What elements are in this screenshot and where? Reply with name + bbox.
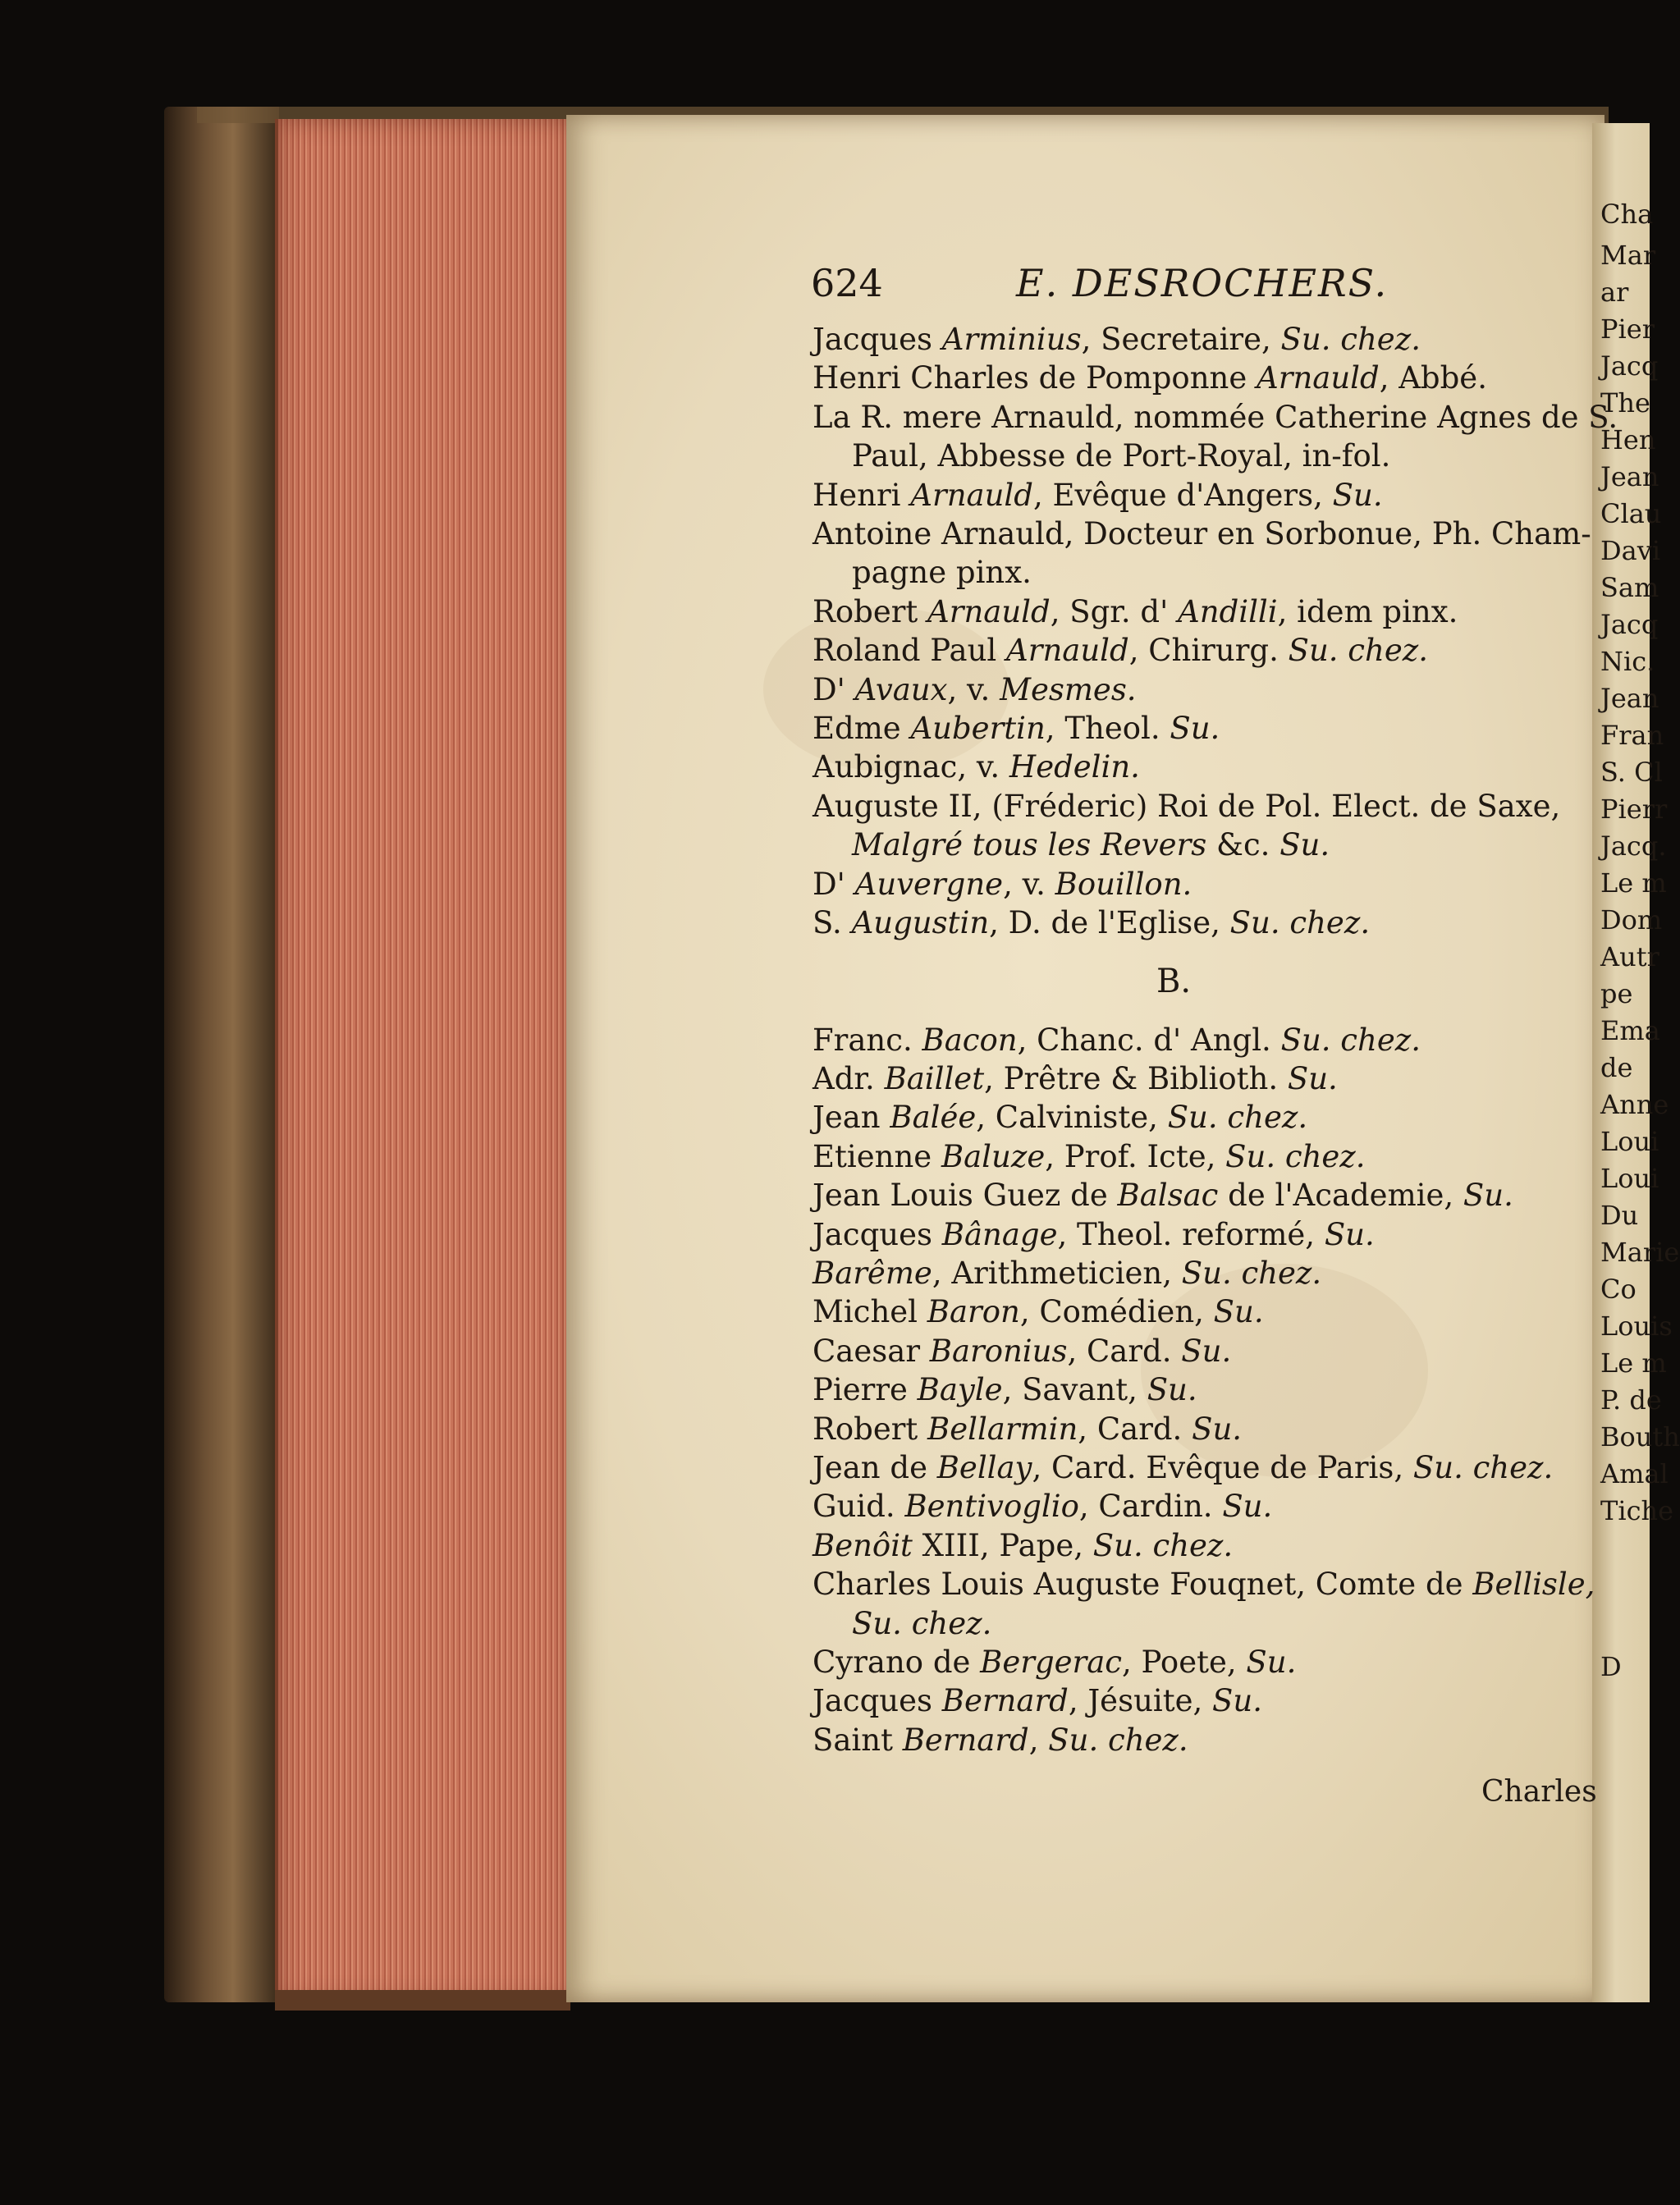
entry-name-italic: Su. chez. [1280,322,1421,357]
entry-text: Etienne [813,1138,941,1174]
entry-text: Edme [813,711,911,747]
catalogue-entry [813,1487,1568,1526]
next-page-text-fragment: Le m [1600,1347,1667,1379]
entry-text: , Card. [1078,1411,1192,1447]
entry-text: , Savant, [1002,1372,1147,1408]
entry-name-italic: Su. [1212,1683,1262,1719]
entry-text: pagne pinx. [852,555,1032,591]
entry-text: Jean de [813,1449,937,1485]
entry-text: , Poete, [1122,1645,1247,1680]
entry-name-italic: Barême [813,1255,932,1291]
next-page-text-fragment: Jacq. [1600,830,1667,862]
entry-text: Michel [813,1294,927,1330]
entry-text: Jacques [813,1683,942,1719]
section-letter: B. [1156,962,1192,1000]
entry-name-italic: Bergerac [980,1645,1122,1680]
entry-name-italic: Arnauld [927,593,1051,629]
next-page-text-fragment: Dom [1600,904,1663,936]
entry-name-italic: Su. [1332,477,1383,513]
entry-name-italic: Su. [1147,1372,1197,1408]
catalogue-entry [813,1721,1568,1759]
entry-name-italic: Mesmes. [1000,671,1137,707]
entry-name-italic: Balsac [1117,1178,1219,1214]
entry-text: , Chirurg. [1128,633,1289,669]
entry-name-italic: Su. chez. [1280,1022,1421,1058]
entry-text: , Theol. reformé, [1057,1216,1325,1252]
entry-text: XIII, Pape, [912,1527,1093,1563]
entry-text: Jean [813,1100,890,1136]
entry-text: D' [813,671,855,707]
entry-text: Antoine Arnauld, Docteur en Sorbonue, Ph. Cham- [813,516,1591,552]
next-page-text-fragment: Loui [1600,1163,1659,1194]
entry-text: , idem pinx. [1277,593,1458,629]
entry-text: Cyrano de [813,1645,981,1680]
next-page-text-fragment: Loui [1600,1126,1659,1157]
next-page-text-fragment: de [1600,1052,1633,1083]
entry-text: , Evêque d'Angers, [1032,477,1333,513]
entry-text: Robert [813,1411,928,1447]
next-page-text-fragment: Le m [1600,867,1667,899]
catalogue-entry [813,904,1568,942]
entry-text: Jean Louis Guez de [813,1178,1118,1214]
entry-name-italic: Arnauld [1006,633,1129,669]
entry-text: Caesar [813,1333,930,1369]
catalogue-entry [813,592,1568,631]
next-page-text-fragment: ar [1600,277,1629,308]
page-edges [275,119,574,2002]
entry-name-italic: Bellarmin [927,1411,1078,1447]
entry-name-italic: Auvergne [854,866,1004,902]
next-page-text-fragment: Tiche [1600,1495,1674,1526]
entry-text: , v. [1003,866,1055,902]
entry-text: D' [813,866,855,902]
entry-name-italic: Bacon [922,1022,1018,1058]
catalogue-entry [813,826,1568,864]
entry-text: Henri Charles de Pomponne [813,360,1257,396]
catchword: Charles [1481,1775,1597,1809]
entry-name-italic: Su. [1246,1645,1297,1680]
entry-text: , Prêtre & Biblioth. [984,1060,1288,1096]
entry-name-italic: Baluze [941,1138,1046,1174]
catalogue-entry [813,670,1568,709]
entry-text: , Arithmeticien, [932,1255,1182,1291]
next-page-text-fragment: Hen [1600,424,1656,455]
entry-text: , Prof. Icte, [1045,1138,1226,1174]
catalogue-entry [813,787,1568,826]
catalogue-entry [813,1215,1568,1254]
entry-name-italic: Su. chez. [1181,1255,1322,1291]
next-page-text-fragment: Amal [1600,1458,1669,1489]
entry-text: Jacques [813,1216,942,1252]
entry-name-italic: Su. [1279,827,1330,863]
entry-name-italic: Bernard [902,1722,1029,1758]
catalogue-entry [813,1681,1568,1720]
entry-name-italic: Su. chez. [1167,1100,1308,1136]
catalogue-entry [813,437,1568,475]
next-page-text-fragment: Pierr [1600,794,1668,825]
catalogue-entry [813,1370,1568,1409]
entry-name-italic: Arnauld [1257,360,1380,396]
next-page-text-fragment: Louis [1600,1311,1673,1342]
next-page-text-fragment: Cha [1600,199,1654,230]
catalogue-entry [813,1176,1568,1215]
catalogue-entry [813,631,1568,670]
entry-text: Robert [813,593,928,629]
next-page-text-fragment: Marie [1600,1237,1680,1268]
entry-text: , Secretaire, [1081,322,1281,357]
entry-text: Pierre [813,1372,918,1408]
entry-name-italic: Baronius [929,1333,1068,1369]
next-page-text-fragment: Nic. [1600,646,1655,677]
next-page-text-fragment: Anne [1600,1089,1669,1120]
entry-name-italic: Bellay [936,1449,1032,1485]
entry-text: Jacques [813,322,942,357]
catalogue-entry [813,1643,1568,1681]
running-header [811,261,1402,310]
entry-name-italic: Su. chez. [1048,1722,1188,1758]
entry-name-italic: Aubertin [910,711,1046,747]
entry-name-italic: Bânage [941,1216,1058,1252]
catalogue-entry [813,1410,1568,1448]
entry-text: Charles Louis Auguste Fouqnet, Comte de [813,1567,1473,1603]
next-page-text-fragment: Jacq [1600,350,1659,382]
next-page-text-fragment: Co [1600,1274,1637,1305]
entry-name-italic: Bentivoglio [904,1489,1079,1525]
catalogue-entry [813,748,1568,786]
entry-text: , Calviniste, [976,1100,1168,1136]
entry-text: Guid. [813,1489,905,1525]
catalogue-entry [813,1059,1568,1098]
entry-name-italic: Arminius [941,322,1082,357]
entry-text: Adr. [813,1060,885,1096]
catalogue-entry [813,1526,1568,1565]
entry-name-italic: Andilli [1178,593,1278,629]
entry-name-italic: Bernard [941,1683,1069,1719]
catalogue-entry [813,1332,1568,1370]
entry-text: &c. [1206,827,1280,863]
entry-text: , v. [947,671,1000,707]
catalogue-entry [813,398,1618,437]
entry-name-italic: Su. chez. [1288,633,1429,669]
entry-text: , Theol. [1045,711,1170,747]
catalogue-entries [813,320,1618,1759]
entry-name-italic: Su. [1287,1060,1338,1096]
entry-name-italic: Hedelin. [1009,749,1140,785]
entry-name-italic: Su. chez. [1092,1527,1234,1563]
next-page-text-fragment: Mar [1600,240,1656,271]
entry-text: Aubignac, v. [813,749,1009,785]
entry-text: La R. mere Arnauld, nommée Catherine Agnes de S. [813,399,1618,435]
catalogue-entry [813,1254,1568,1292]
next-page-text-fragment: Davi [1600,535,1661,566]
entry-name-italic: Bayle [917,1372,1003,1408]
next-page-text-fragment: S. Cl [1600,757,1663,788]
next-page-text-fragment: pe [1600,978,1633,1009]
entry-name-italic: Baron [927,1294,1020,1330]
entry-text: Saint [813,1722,903,1758]
entry-name-italic: Su. [1213,1294,1264,1330]
next-page-text-fragment: Du [1600,1200,1639,1231]
entry-name-italic: Arnauld [910,477,1033,513]
catalogue-entry [813,359,1568,397]
catalogue-entry [813,1565,1595,1603]
entry-name-italic: Baillet [884,1060,985,1096]
next-page-text-fragment: Pier [1600,313,1655,345]
next-page-text-fragment: Fran [1600,720,1664,751]
catalogue-entry [813,1292,1568,1331]
entry-text: , D. de l'Eglise, [989,905,1230,941]
entry-name-italic: Su. [1192,1411,1243,1447]
entry-name-italic: Balée [890,1100,977,1136]
entry-text: Franc. [813,1022,922,1058]
next-page-text-fragment: Jacq [1600,609,1659,640]
entry-name-italic: Su. chez. [1229,905,1371,941]
entry-name-italic: Su. [1222,1489,1273,1525]
next-page-text-fragment: D [1600,1651,1622,1682]
entry-text: , Cardin. [1078,1489,1223,1525]
catalogue-entry [813,1604,1568,1643]
entry-name-italic: Su. [1170,711,1220,747]
entry-text: S. [813,905,852,941]
book-spine [164,107,279,2002]
catalogue-entry [813,553,1568,592]
entry-name-italic: Su. chez. [1412,1449,1554,1485]
entry-text: , [1028,1722,1049,1758]
next-page-text-fragment: The [1600,387,1650,419]
running-head-title: E. DESROCHERS. [1016,261,1389,305]
next-page-text-fragment: Sam [1600,572,1659,603]
entry-name-italic: Su. chez. [1225,1138,1366,1174]
entry-name-italic: Bellisle, [1472,1567,1595,1603]
entry-name-italic: Malgré tous les Revers [852,827,1207,863]
next-page-text-fragment: Clau [1600,498,1662,529]
next-page-text-fragment: Jean [1600,461,1659,492]
entry-text: , Sgr. d' [1050,593,1179,629]
catalogue-entry [813,865,1568,904]
catalogue-entry [813,476,1568,515]
entry-text: , Card. Evêque de Paris, [1032,1449,1413,1485]
next-page-text-fragment: Autr [1600,941,1659,972]
entry-text: Roland Paul [813,633,1007,669]
entry-text: , Jésuite, [1068,1683,1213,1719]
next-page-text-fragment: P. de [1600,1384,1662,1416]
entry-text: , Chanc. d' Angl. [1017,1022,1281,1058]
entry-name-italic: Augustin [851,905,990,941]
entry-name-italic: Avaux [854,671,948,707]
entry-text: Auguste II, (Fréderic) Roi de Pol. Elect. de Saxe, [813,788,1561,824]
next-page-text-fragment: Jean [1600,683,1659,714]
entry-name-italic: Su. [1181,1333,1232,1369]
catalogue-entry [813,1098,1568,1137]
entry-text: Henri [813,477,911,513]
entry-text: de l'Academie, [1218,1178,1463,1214]
page-number: 624 [811,261,883,305]
entry-name-italic: Su. [1324,1216,1375,1252]
entry-text: Paul, Abbesse de Port-Royal, in-fol. [852,438,1391,474]
entry-text: , Comédien, [1019,1294,1214,1330]
catalogue-entry [813,1137,1568,1176]
entry-name-italic: Su. chez. [852,1605,992,1641]
entry-text: , Card. [1067,1333,1182,1369]
next-page-text-fragment: Bouth [1600,1421,1680,1452]
catalogue-entry [813,709,1568,748]
catalogue-entry [813,515,1591,553]
entry-name-italic: Benôit [813,1527,913,1563]
entry-name-italic: Su. [1463,1178,1513,1214]
catalogue-entry [813,320,1568,359]
catalogue-entry [813,1021,1568,1059]
page-edges-bottom [275,1990,570,2011]
next-page-text-fragment: Ema [1600,1015,1660,1046]
entry-text: , Abbé. [1379,360,1487,396]
catalogue-entry [813,1448,1568,1487]
entry-name-italic: Bouillon. [1055,866,1192,902]
